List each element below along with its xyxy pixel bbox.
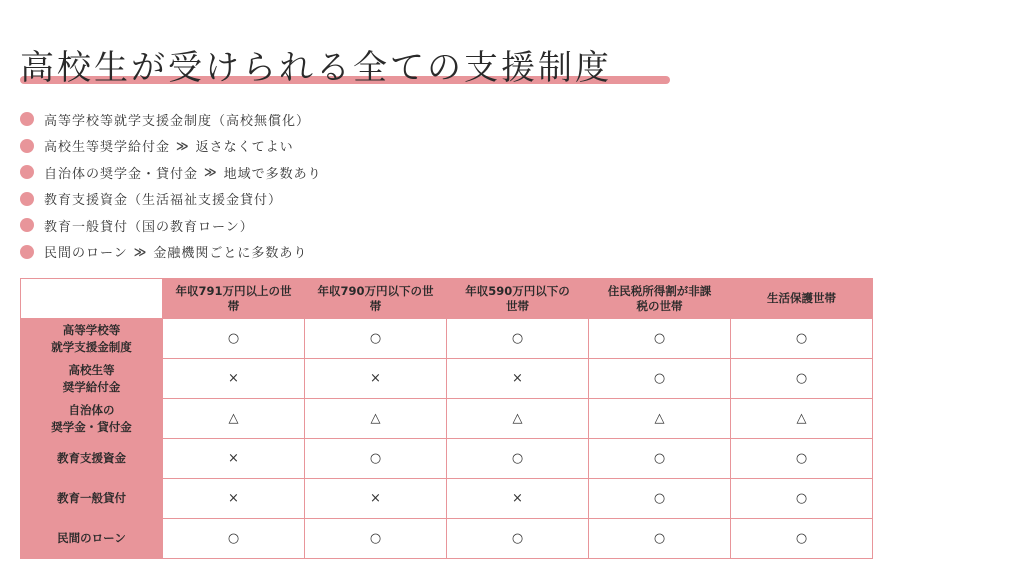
table-cell: ○ [731, 479, 873, 519]
row-header: 高校生等 奨学給付金 [21, 359, 163, 399]
table-row [21, 479, 873, 519]
row-header: 教育一般貸付 [21, 479, 163, 519]
table-cell: ○ [589, 359, 731, 399]
bullet-dot-icon [20, 139, 34, 153]
table-header-row [21, 279, 873, 319]
list-item-text: 高校生等奨学給付金 [44, 140, 171, 156]
list-item-note: 返さなくてよい [195, 140, 294, 156]
list-item-note: 金融機関ごとに多数あり [153, 246, 308, 262]
table-cell: ○ [731, 439, 873, 479]
table-cell: ○ [447, 439, 589, 479]
table-cell: ○ [163, 519, 305, 559]
list-item-text: 高等学校等就学支援金制度（高校無償化） [44, 113, 311, 129]
column-header: 住民税所得割が非課 税の世帯 [589, 279, 731, 319]
table-cell: ○ [731, 319, 873, 359]
title-block [20, 40, 612, 89]
bullet-dot-icon [20, 165, 34, 179]
list-item [20, 239, 322, 266]
list-item-text: 自治体の奨学金・貸付金 [44, 166, 199, 182]
table-cell: ○ [731, 359, 873, 399]
list-item [20, 133, 322, 160]
table-cell: △ [163, 399, 305, 439]
bullet-dot-icon [20, 112, 34, 126]
bullet-dot-icon [20, 218, 34, 232]
table-row [21, 399, 873, 439]
table-cell: ○ [731, 519, 873, 559]
double-chevron-icon: ≫ [204, 165, 218, 180]
table-cell: ○ [305, 439, 447, 479]
table-corner-cell [21, 279, 163, 319]
table-cell: × [163, 479, 305, 519]
table-cell: ○ [447, 519, 589, 559]
table-cell: ○ [589, 519, 731, 559]
column-header: 生活保護世帯 [731, 279, 873, 319]
table-cell: × [305, 359, 447, 399]
table-cell: × [163, 359, 305, 399]
table-row [21, 359, 873, 399]
table-cell: ○ [589, 319, 731, 359]
table-cell: △ [305, 399, 447, 439]
table-cell: × [447, 359, 589, 399]
table-cell: △ [731, 399, 873, 439]
list-item-text: 教育支援資金（生活福祉支援金貸付） [44, 193, 283, 209]
table-row [21, 519, 873, 559]
table-cell: △ [589, 399, 731, 439]
bullet-dot-icon [20, 245, 34, 259]
list-item [20, 106, 322, 133]
double-chevron-icon: ≫ [133, 244, 148, 259]
list-item-note: 地域で多数あり [223, 166, 322, 182]
table-cell: ○ [589, 439, 731, 479]
table-cell: ○ [589, 479, 731, 519]
column-header: 年収791万円以上の世 帯 [163, 279, 305, 319]
table-cell: × [447, 479, 589, 519]
row-header: 民間のローン [21, 519, 163, 559]
table-row [21, 319, 873, 359]
table-cell: ○ [447, 319, 589, 359]
eligibility-table [20, 278, 873, 559]
page-title: 高校生が受けられる全ての支援制度 [20, 48, 612, 88]
list-item [20, 212, 322, 239]
table-cell: ○ [305, 319, 447, 359]
table-cell: ○ [305, 519, 447, 559]
row-header: 教育支援資金 [21, 439, 163, 479]
table-cell: △ [447, 399, 589, 439]
double-chevron-icon: ≫ [176, 138, 190, 153]
list-item-text: 教育一般貸付（国の教育ローン） [44, 219, 254, 235]
table-cell: × [163, 439, 305, 479]
bullet-dot-icon [20, 192, 34, 206]
table-cell: × [305, 479, 447, 519]
table-row [21, 439, 873, 479]
list-item [20, 186, 322, 213]
support-list [20, 106, 322, 265]
row-header: 高等学校等 就学支援金制度 [21, 319, 163, 359]
row-header: 自治体の 奨学金・貸付金 [21, 399, 163, 439]
table-cell: ○ [163, 319, 305, 359]
list-item-text: 民間のローン [44, 246, 128, 262]
column-header: 年収590万円以下の 世帯 [447, 279, 589, 319]
column-header: 年収790万円以下の世 帯 [305, 279, 447, 319]
list-item [20, 159, 322, 186]
